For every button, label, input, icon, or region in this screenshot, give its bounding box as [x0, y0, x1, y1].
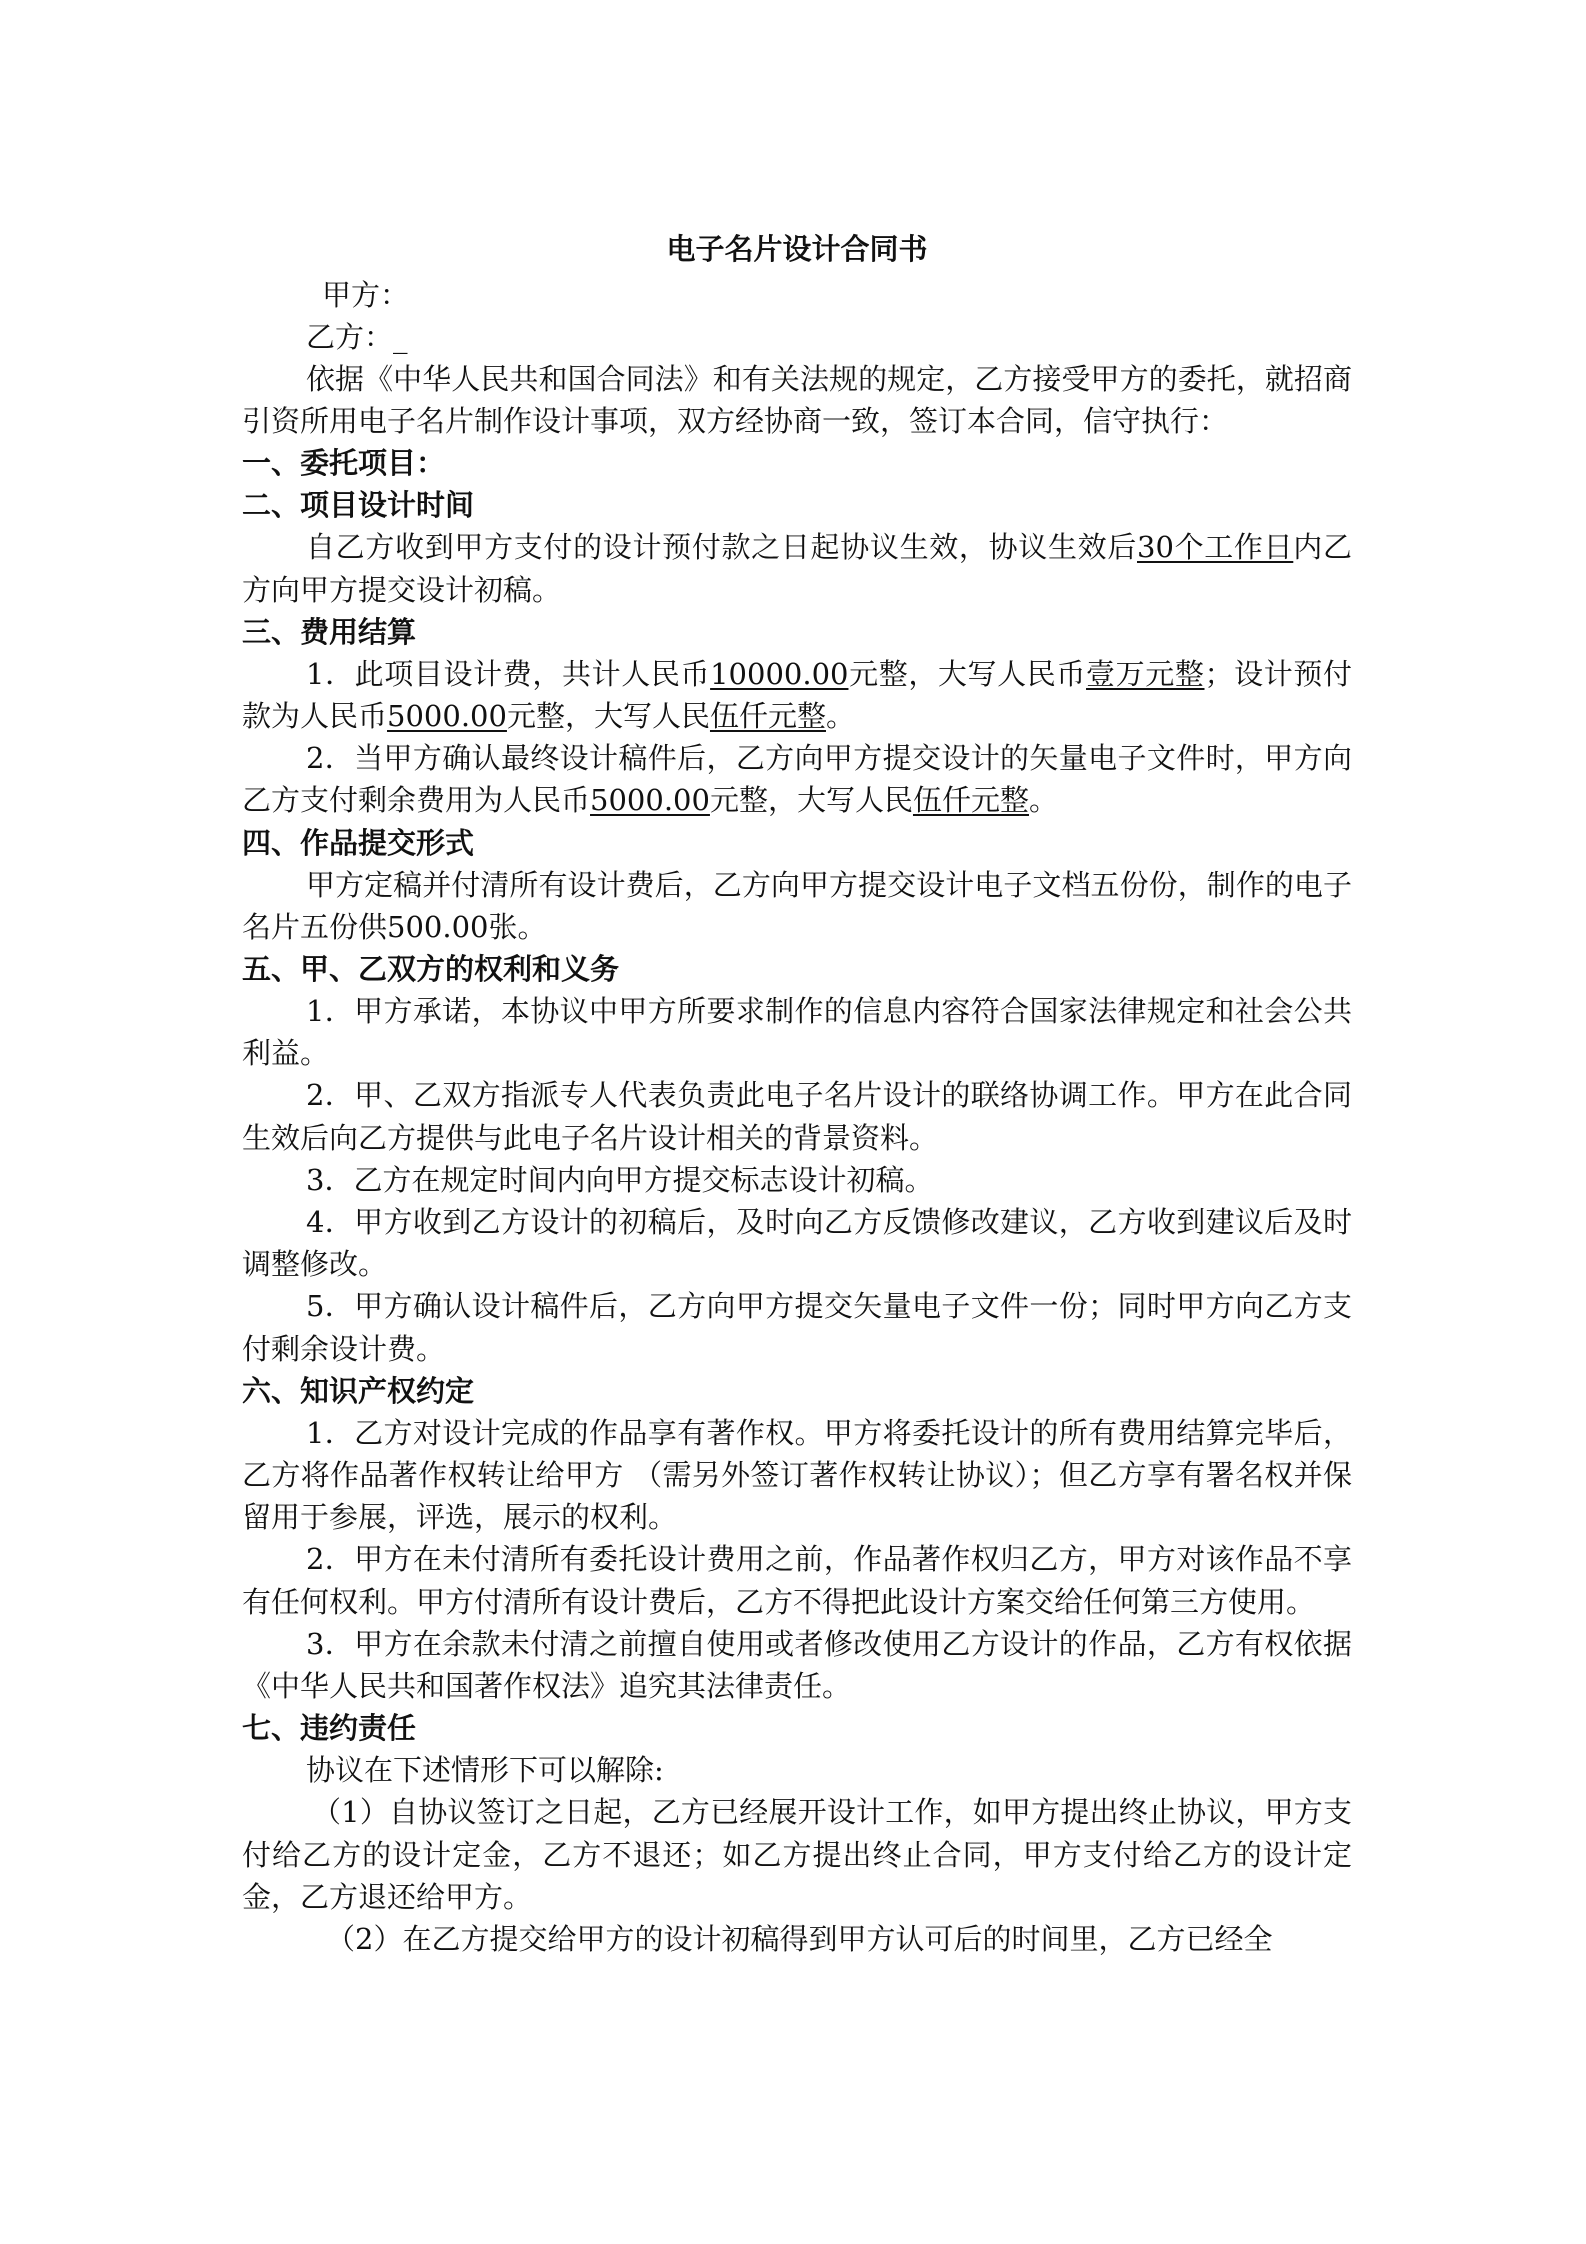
intro-paragraph: 依据《中华人民共和国合同法》和有关法规的规定，乙方接受甲方的委托，就招商引资所用电子名片制作设计事项，双方经协商一致，签订本合同，信守执行： [242, 362, 1352, 439]
underlined-amount: 10000.00 [710, 656, 849, 691]
underlined-amount: 5000.00 [387, 699, 507, 734]
section-5-clause-1: 1．甲方承诺，本协议中甲方所要求制作的信息内容符合国家法律规定和社会公共利益。 [242, 994, 1352, 1071]
text-run: 元整，大写人民 [506, 699, 710, 734]
section-5-clause-4: 4．甲方收到乙方设计的初稿后，及时向乙方反馈修改建议，乙方收到建议后及时调整修改。 [242, 1205, 1352, 1282]
text-run: 自乙方收到甲方支付的设计预付款之日起协议生效，协议生效后 [306, 530, 1137, 565]
section-5-heading: 五、甲、乙双方的权利和义务 [242, 952, 620, 987]
text-run: 元整，大写人民 [709, 783, 913, 818]
party-a-line [242, 274, 1352, 316]
section-3-heading: 三、费用结算 [242, 614, 417, 649]
text-run: 。 [1028, 783, 1058, 818]
section-6-clause-2: 2．甲方在未付清所有委托设计费用之前，作品著作权归乙方，甲方对该作品不享有任何权利。甲方付清所有设计费后，乙方不得把此设计方案交给任何第三方使用。 [242, 1542, 1352, 1619]
text-run: ；设计预付款为人民币 [242, 656, 1352, 734]
section-5-clause-3: 3．乙方在规定时间内向甲方提交标志设计初稿。 [306, 1162, 934, 1197]
text-run: 元整，大写人民币 [848, 656, 1087, 691]
section-7-intro: 协议在下述情形下可以解除: [306, 1753, 664, 1788]
section-7-item-2: （2）在乙方提交给甲方的设计初稿得到甲方认可后的时间里，乙方已经全 [326, 1922, 1273, 1957]
text-run: 2．当甲方确认最终设计稿件后，乙方向甲方提交设计的矢量电子文件时，甲方向乙方支付剩余费用为人民币 [242, 741, 1352, 818]
underlined-amount-words: 壹万元整 [1086, 656, 1205, 691]
underlined-amount: 5000.00 [590, 783, 710, 818]
section-3-paragraph-1 [242, 653, 1352, 737]
party-a-label: 甲方： [322, 278, 410, 312]
section-7-heading: 七、违约责任 [242, 1711, 417, 1746]
underlined-term: 30个工作日 [1137, 530, 1294, 565]
section-1-heading: 一、委托项目： [242, 446, 446, 481]
contract-body [242, 228, 1352, 1960]
document-title: 电子名片设计合同书 [666, 232, 928, 266]
section-4-heading: 四、作品提交形式 [242, 825, 475, 860]
section-3-paragraph-2 [242, 737, 1352, 821]
section-5-clause-2: 2．甲、乙双方指派专人代表负责此电子名片设计的联络协调工作。甲方在此合同生效后向乙方提供与此电子名片设计相关的背景资料。 [242, 1078, 1352, 1155]
party-b-line [242, 316, 1352, 358]
section-6-heading: 六、知识产权约定 [242, 1373, 475, 1408]
underlined-amount-words: 伍仟元整 [912, 783, 1029, 818]
section-6-clause-1: 1．乙方对设计完成的作品享有著作权。甲方将委托设计的所有费用结算完毕后，乙方将作品著作权转让给甲方 （需另外签订著作权转让协议）；但乙方享有署名权并保留用于参展，评选，展示的权利。 [242, 1415, 1352, 1535]
underlined-amount-words: 伍仟元整 [709, 699, 826, 734]
party-b-label: 乙方： [306, 320, 394, 354]
text-run: 内乙方向甲方提交设计初稿。 [242, 530, 1352, 607]
text-run: 1．此项目设计费，共计人民币 [306, 656, 711, 691]
section-2-paragraph [242, 526, 1352, 610]
section-5-clause-5: 5．甲方确认设计稿件后，乙方向甲方提交矢量电子文件一份；同时甲方向乙方支付剩余设计费。 [242, 1289, 1352, 1366]
section-2-heading: 二、项目设计时间 [242, 488, 475, 523]
party-b-blank: _ [393, 320, 408, 354]
section-4-paragraph: 甲方定稿并付清所有设计费后，乙方向甲方提交设计电子文档五份份，制作的电子名片五份供500.00张。 [242, 867, 1352, 944]
text-run: 。 [825, 699, 855, 734]
section-6-clause-3: 3．甲方在余款未付清之前擅自使用或者修改使用乙方设计的作品，乙方有权依据《中华人民共和国著作权法》追究其法律责任。 [242, 1626, 1352, 1704]
section-7-item-1: （1）自协议签订之日起，乙方已经展开设计工作，如甲方提出终止协议，甲方支付给乙方的设计定金，乙方不退还；如乙方提出终止合同，甲方支付给乙方的设计定金，乙方退还给甲方。 [242, 1795, 1352, 1914]
